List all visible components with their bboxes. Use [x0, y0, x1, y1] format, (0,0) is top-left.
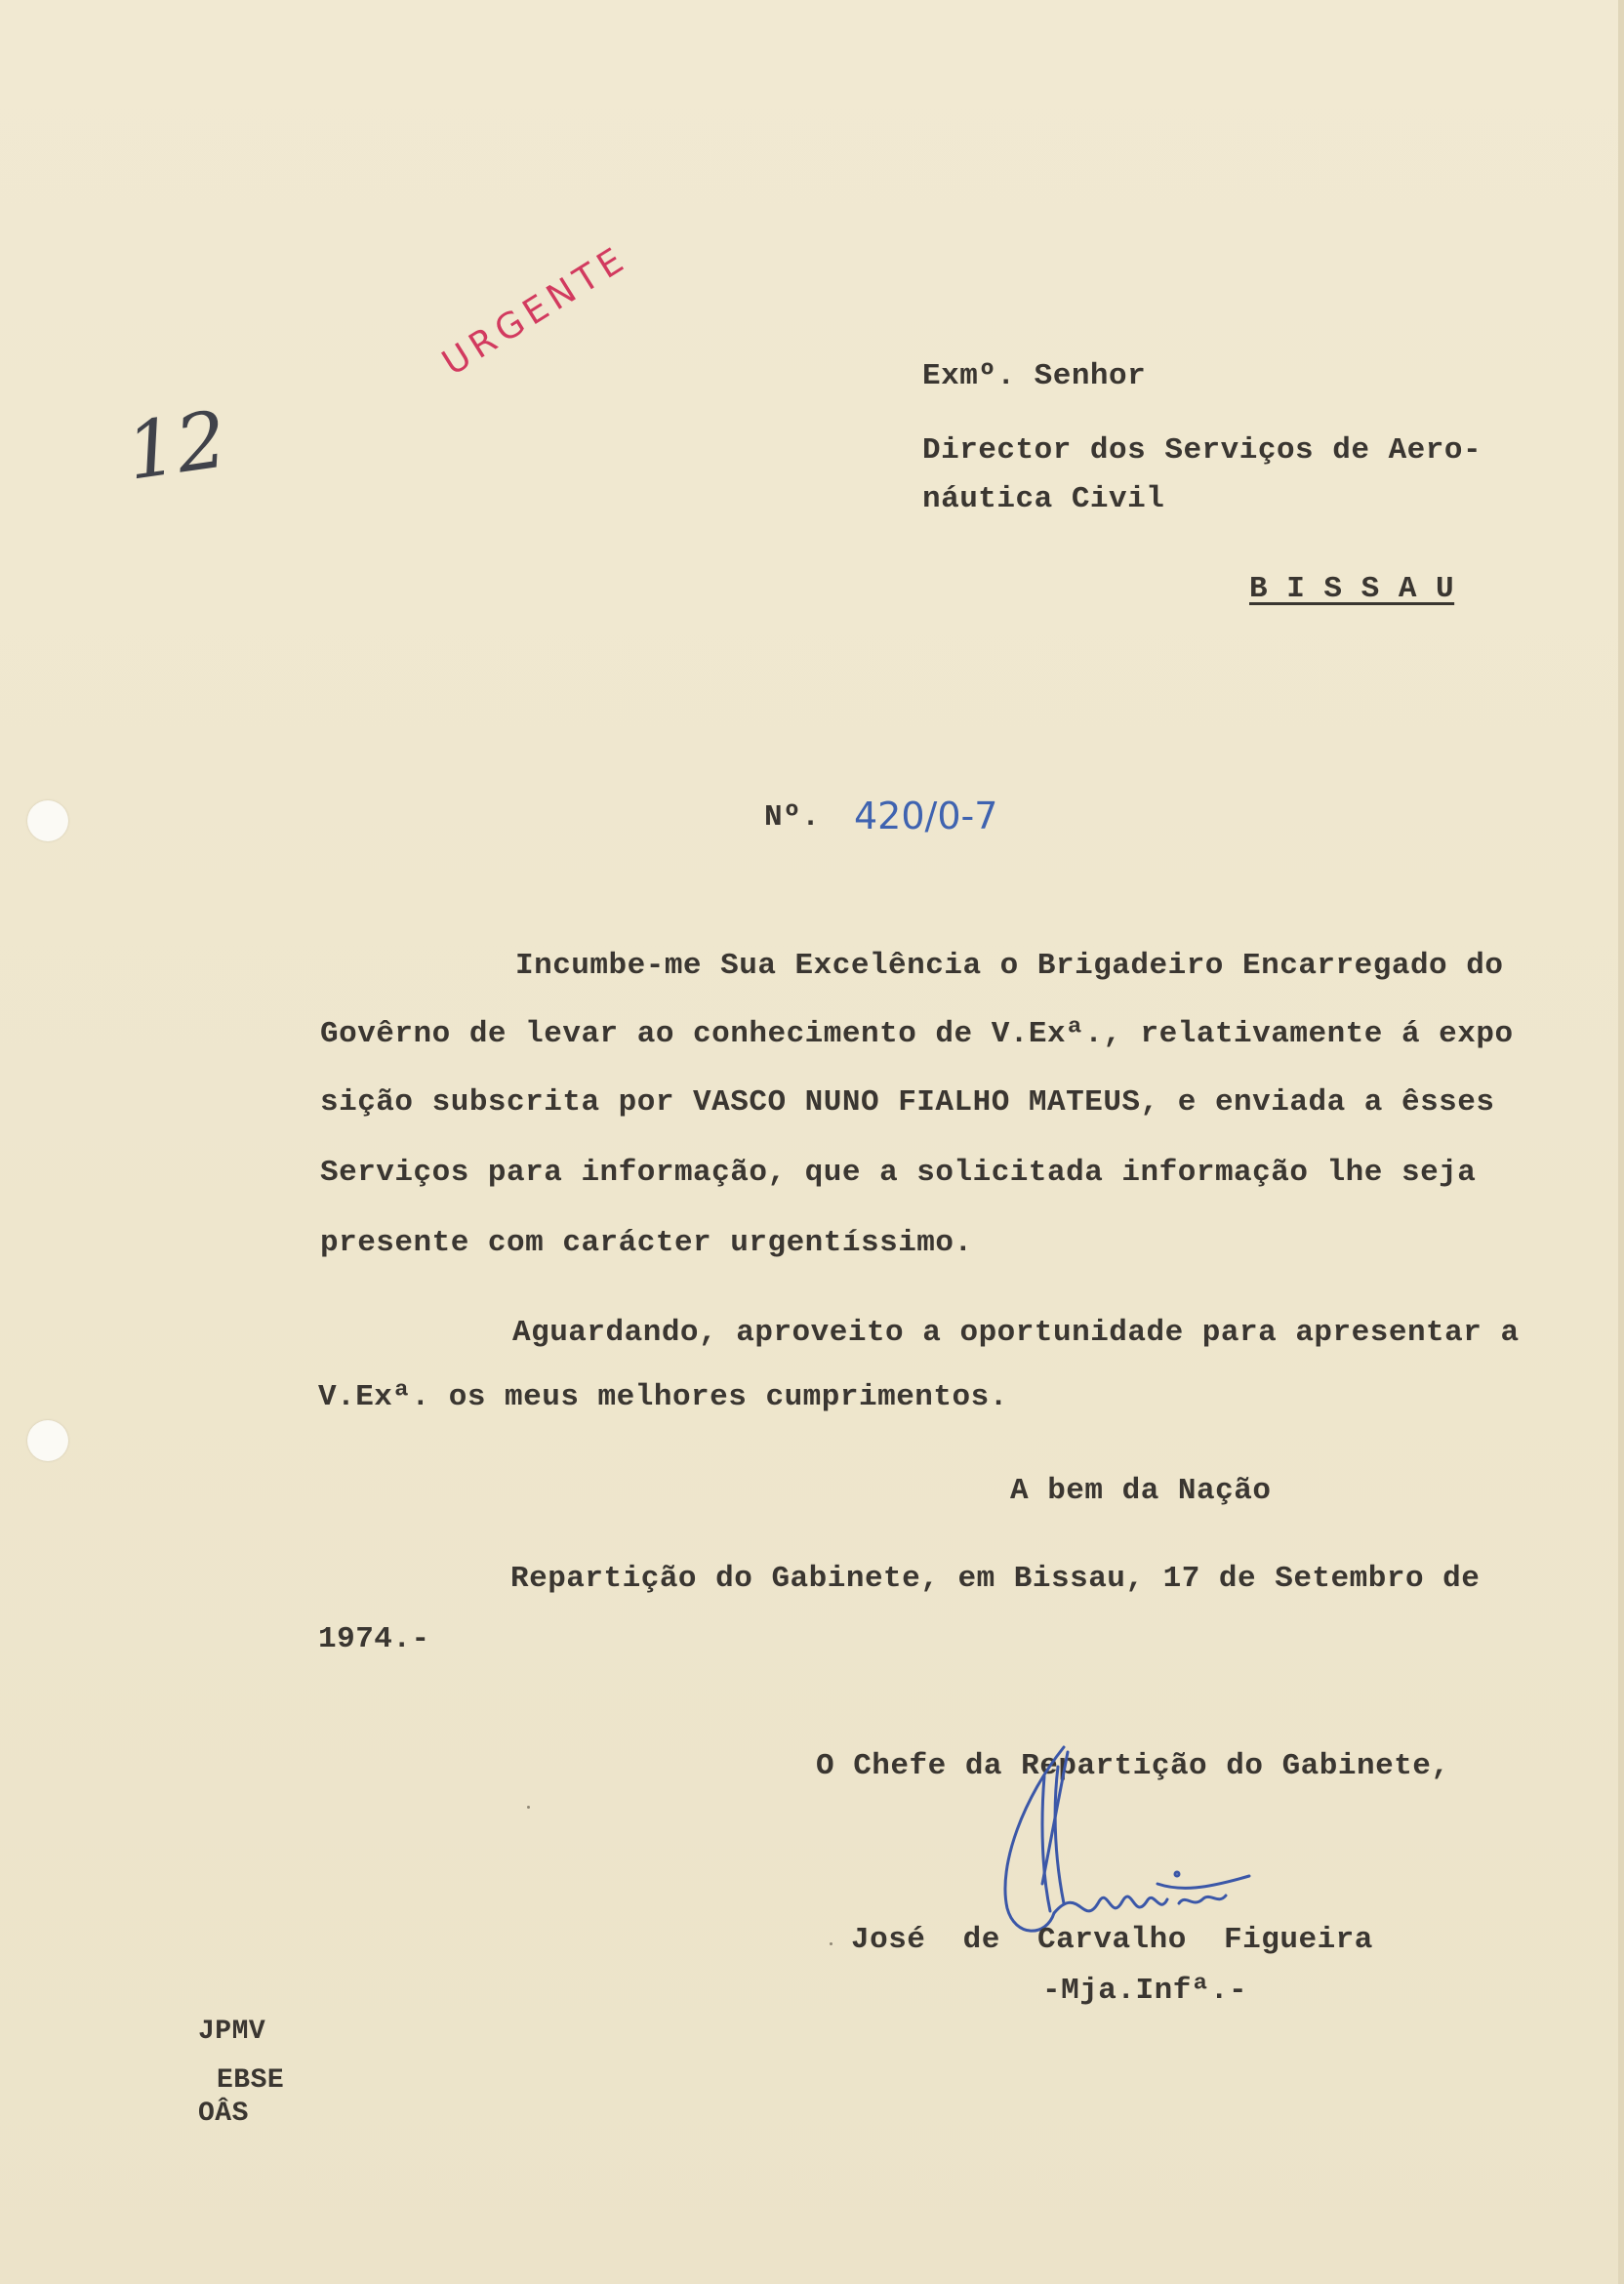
initials-line-1: JPMV — [198, 2017, 266, 2047]
addressee-salutation: Exmº. Senhor — [922, 359, 1147, 393]
body-line: Serviços para informação, que a solicitada informação lhe seja — [320, 1156, 1477, 1190]
initials-line-3: OÂS — [198, 2099, 249, 2129]
signatory-role: O Chefe da Repartição do Gabinete, — [816, 1749, 1450, 1783]
body-line: Incumbe-me Sua Excelência o Brigadeiro Encarregado do — [515, 949, 1504, 983]
signatory-name: José de Carvalho Figueira — [851, 1923, 1373, 1957]
body-line: sição subscrita por VASCO NUNO FIALHO MATEUS, e enviada a êsses — [320, 1085, 1495, 1120]
paper-speck — [830, 1942, 832, 1945]
body-line: Govêrno de levar ao conhecimento de V.Exª., relativamente á expo — [320, 1017, 1514, 1051]
folio-number: 12 — [121, 393, 232, 498]
body-line: presente com carácter urgentíssimo. — [320, 1226, 973, 1260]
place-date-line: Repartição do Gabinete, em Bissau, 17 de Setembro de — [510, 1562, 1481, 1596]
reference-number: 420/0-7 — [854, 795, 998, 837]
paper-speck — [527, 1806, 530, 1809]
closing-formula: A bem da Nação — [1010, 1474, 1272, 1508]
urgent-stamp: URGENTE — [435, 237, 635, 384]
addressee-line-1: Director dos Serviços de Aero- — [922, 433, 1482, 468]
addressee-line-2: náutica Civil — [922, 482, 1165, 516]
signatory-rank: -Mja.Infª.- — [1042, 1974, 1248, 2008]
body-line: V.Exª. os meus melhores cumprimentos. — [318, 1380, 1008, 1414]
page-edge — [1618, 0, 1624, 2284]
body-line: Aguardando, aproveito a oportunidade para apresentar a — [512, 1316, 1520, 1350]
initials-line-2: EBSE — [217, 2065, 285, 2096]
punch-hole-top — [27, 800, 68, 841]
addressee-city: B I S S A U — [1249, 572, 1455, 606]
punch-hole-bottom — [27, 1420, 68, 1461]
place-date-year: 1974.- — [318, 1622, 430, 1656]
reference-label: Nº. — [764, 800, 821, 835]
